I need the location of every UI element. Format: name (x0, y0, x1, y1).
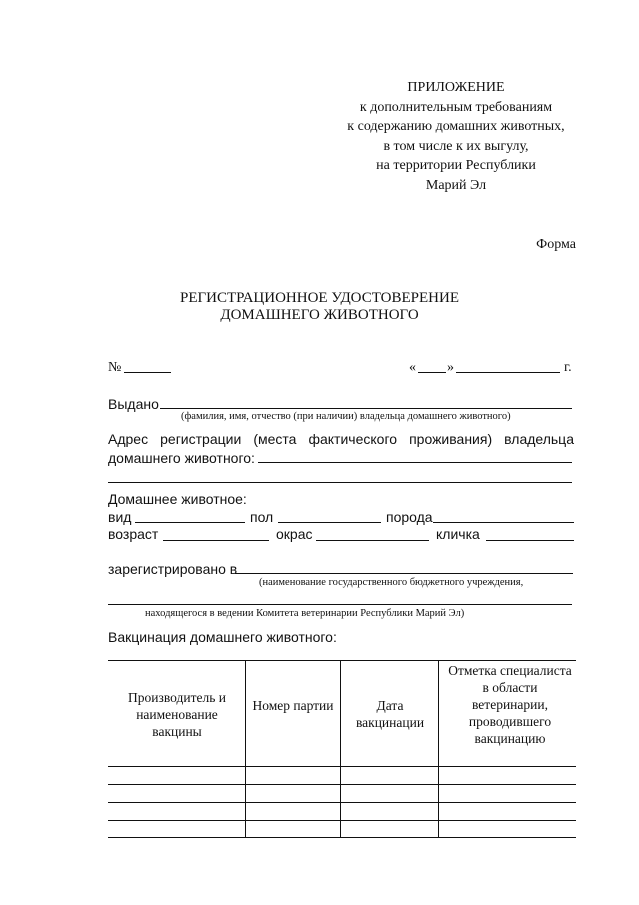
species-label: вид (108, 509, 132, 525)
date-close-quote: » (447, 360, 454, 375)
color-field[interactable] (316, 540, 429, 541)
table-header-date: Дата вакцинации (355, 698, 425, 730)
table-cell[interactable] (109, 768, 244, 783)
nickname-field[interactable] (486, 540, 574, 541)
table-cell[interactable] (109, 804, 244, 819)
table-row-divider (108, 802, 576, 803)
table-cell[interactable] (439, 786, 575, 801)
table-cell[interactable] (341, 822, 437, 836)
age-label: возраст (108, 526, 159, 542)
table-cell[interactable] (341, 804, 437, 819)
appendix-line: в том числе к их выгулу, (383, 138, 529, 154)
table-header-bottom-border (108, 766, 576, 767)
day-field[interactable] (418, 372, 446, 373)
table-cell[interactable] (246, 768, 339, 783)
institution-field[interactable] (235, 573, 573, 574)
table-cell[interactable] (439, 804, 575, 819)
table-row-divider (108, 784, 576, 785)
appendix-line: ПРИЛОЖЕНИЕ (407, 80, 505, 95)
year-suffix: г. (564, 360, 572, 375)
institution-field-continuation[interactable] (108, 604, 572, 605)
number-label: № (108, 360, 122, 375)
address-label-line2: домашнего животного: (108, 450, 255, 466)
table-cell[interactable] (341, 768, 437, 783)
appendix-block (300, 78, 612, 195)
month-field[interactable] (456, 372, 560, 373)
table-cell[interactable] (246, 786, 339, 801)
table-cell[interactable] (109, 822, 244, 836)
table-cell[interactable] (246, 804, 339, 819)
appendix-line: к содержанию домашних животных, (347, 119, 565, 134)
table-header-manufacturer: Производитель и наименование вакцины (128, 690, 226, 739)
breed-field[interactable] (433, 522, 574, 523)
registered-hint-2: находящегося в ведении Комитета ветеринарии Республики Марий Эл) (145, 608, 465, 619)
document-title-line2: ДОМАШНЕГО ЖИВОТНОГО (220, 307, 419, 323)
table-top-border (108, 660, 576, 661)
document-title-line1: РЕГИСТРАЦИОННОЕ УДОСТОВЕРЕНИЕ (180, 290, 459, 306)
issued-hint: (фамилия, имя, отчество (при наличии) владельца домашнего животного) (181, 411, 511, 422)
table-header-batch: Номер партии (252, 698, 334, 713)
table-header-specialist: Отметка специалиста в области ветеринарии, проводившего вакцинацию (448, 663, 572, 746)
registered-hint-1: (наименование государственного бюджетного учреждения, (259, 577, 524, 588)
nickname-label: кличка (436, 526, 480, 542)
date-open-quote: « (409, 360, 416, 375)
address-label-line1: Адрес регистрации (места фактического проживания) владельца (108, 431, 574, 447)
color-label: окрас (276, 526, 313, 542)
table-cell[interactable] (109, 786, 244, 801)
table-cell[interactable] (246, 822, 339, 836)
table-cell[interactable] (439, 768, 575, 783)
owner-name-field[interactable] (160, 408, 572, 409)
table-bottom-border (108, 837, 576, 838)
address-field-continuation[interactable] (108, 482, 572, 483)
animal-heading: Домашнее животное: (108, 491, 247, 507)
table-cell[interactable] (341, 786, 437, 801)
appendix-line: на территории Республики (376, 158, 536, 173)
table-row-divider (108, 820, 576, 821)
sex-label: пол (250, 509, 274, 525)
appendix-line: Марий Эл (425, 177, 487, 193)
breed-label: порода (386, 509, 433, 525)
table-cell[interactable] (439, 822, 575, 836)
appendix-line: к дополнительным требованиям (359, 99, 553, 115)
registered-label: зарегистрировано в (108, 561, 238, 577)
number-field[interactable] (124, 372, 171, 373)
address-field[interactable] (258, 462, 572, 463)
species-field[interactable] (135, 522, 245, 523)
age-field[interactable] (163, 540, 269, 541)
vaccination-heading: Вакцинация домашнего животного: (108, 629, 337, 645)
form-label: Форма (536, 237, 576, 252)
issued-label: Выдано (108, 396, 159, 412)
sex-field[interactable] (278, 522, 381, 523)
